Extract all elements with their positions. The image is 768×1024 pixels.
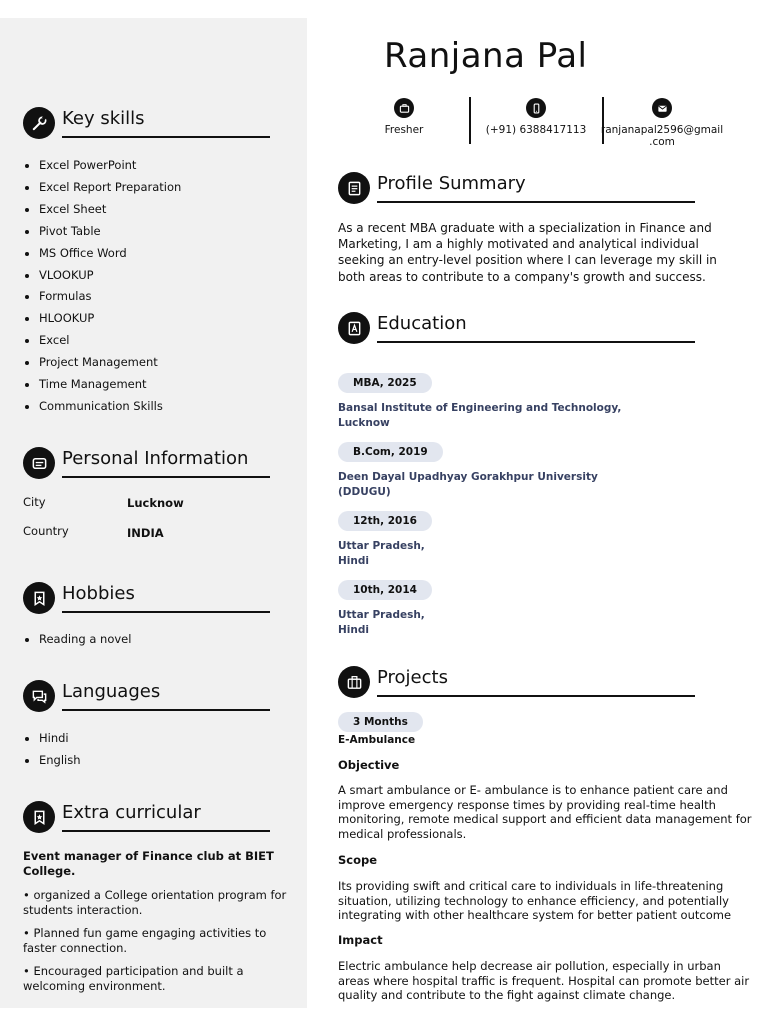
- briefcase-icon: [394, 98, 414, 118]
- section-title: Personal Information: [62, 448, 249, 469]
- education-degree-pill: B.Com, 2019: [338, 442, 443, 462]
- list-item: Hindi: [23, 728, 81, 750]
- wrench-icon: [23, 107, 55, 139]
- section-title: Hobbies: [62, 583, 135, 604]
- profile-summary-text: As a recent MBA graduate with a specialization in Finance and Marketing, I am a highly motivated and analytical individual seeking an entry-level position where I can leverage my skill in both areas to contribute to a company's growth and success.: [338, 221, 717, 284]
- contact-text: Fresher: [384, 124, 424, 136]
- education-degree-pill: 12th, 2016: [338, 511, 432, 531]
- key-skills-heading: [23, 107, 270, 139]
- contact-text[interactable]: ranjanapal2596@gmail .com: [600, 124, 724, 148]
- city-label: City: [23, 495, 46, 509]
- phone-icon: [526, 98, 546, 118]
- list-item: Excel Report Preparation: [23, 177, 181, 199]
- certificate-icon: [338, 312, 370, 344]
- list-item: Time Management: [23, 374, 181, 396]
- list-item: Excel PowerPoint: [23, 155, 181, 177]
- education-institution: Bansal Institute of Engineering and Technology, Lucknow: [338, 402, 622, 429]
- list-item: Project Management: [23, 352, 181, 374]
- key-skills-list: [23, 155, 181, 418]
- section-title: Languages: [62, 681, 161, 702]
- contact-text[interactable]: (+91) 6388417113: [485, 124, 587, 136]
- chat-icon: [23, 680, 55, 712]
- extra-curricular-heading-text: Event manager of Finance club at BIET College.: [23, 849, 274, 878]
- extra-curricular-point: • Encouraged participation and built a welcoming environment.: [23, 964, 244, 993]
- country-value: INDIA: [127, 526, 164, 540]
- personal-info-heading: [23, 447, 270, 479]
- extra-curricular-point: • organized a College orientation program for students interaction.: [23, 888, 287, 917]
- education-institution: Uttar Pradesh, Hindi: [338, 540, 425, 567]
- briefcase-icon: [338, 666, 370, 698]
- section-title: Key skills: [62, 108, 145, 129]
- project-impact-label: Impact: [338, 933, 383, 947]
- project-impact-text: Electric ambulance help decrease air pollution, especially in urban areas where hospital traffic is frequent. Hospital can promote better air quality and contribute to the fight against climate change.: [338, 959, 750, 1003]
- extra-curricular-point: • Planned fun game engaging activities to faster connection.: [23, 926, 267, 955]
- project-scope-label: Scope: [338, 853, 378, 867]
- list-item: Pivot Table: [23, 221, 181, 243]
- list-item: Excel: [23, 330, 181, 352]
- education-degree-pill: MBA, 2025: [338, 373, 432, 393]
- document-icon: [338, 172, 370, 204]
- bookmark-star-icon: [23, 801, 55, 833]
- section-title: Profile Summary: [377, 173, 526, 194]
- profile-summary-heading: [338, 172, 695, 204]
- list-item: Reading a novel: [23, 629, 131, 651]
- education-institution: Deen Dayal Upadhyay Gorakhpur University (DDUGU): [338, 471, 598, 498]
- contact-email: [595, 98, 729, 148]
- section-title: Education: [377, 313, 467, 334]
- hobbies-heading: [23, 582, 270, 614]
- bookmark-star-icon: [23, 582, 55, 614]
- list-item: HLOOKUP: [23, 308, 181, 330]
- education-institution: Uttar Pradesh, Hindi: [338, 609, 425, 636]
- project-duration-pill: 3 Months: [338, 712, 423, 732]
- contact-experience: [337, 98, 471, 136]
- extra-curricular-heading: [23, 801, 270, 833]
- id-card-icon: [23, 447, 55, 479]
- project-objective-label: Objective: [338, 758, 400, 772]
- list-item: Excel Sheet: [23, 199, 181, 221]
- section-title: Projects: [377, 667, 448, 688]
- education-heading: [338, 312, 695, 344]
- list-item: VLOOKUP: [23, 265, 181, 287]
- list-item: Formulas: [23, 286, 181, 308]
- contact-phone: [469, 98, 603, 136]
- hobbies-list: [23, 629, 131, 651]
- candidate-name: Ranjana Pal: [384, 36, 588, 76]
- list-item: English: [23, 750, 81, 772]
- city-value: Lucknow: [127, 496, 184, 510]
- country-label: Country: [23, 524, 69, 538]
- projects-heading: [338, 666, 695, 698]
- section-title: Extra curricular: [62, 802, 201, 823]
- languages-heading: [23, 680, 270, 712]
- project-scope-text: Its providing swift and critical care to individuals in life-threatening situation, utilizing technology to enhance efficiency, and potentially integrating with other healthcare system for better patient outcome: [338, 879, 732, 923]
- project-name: E-Ambulance: [338, 734, 416, 746]
- email-icon: [652, 98, 672, 118]
- list-item: Communication Skills: [23, 396, 181, 418]
- project-objective-text: A smart ambulance or E- ambulance is to enhance patient care and improve emergency response times by providing real-time health monitoring, remote medical support and efficient data management for medical professionals.: [338, 783, 752, 842]
- languages-list: [23, 728, 81, 772]
- list-item: MS Office Word: [23, 243, 181, 265]
- education-degree-pill: 10th, 2014: [338, 580, 432, 600]
